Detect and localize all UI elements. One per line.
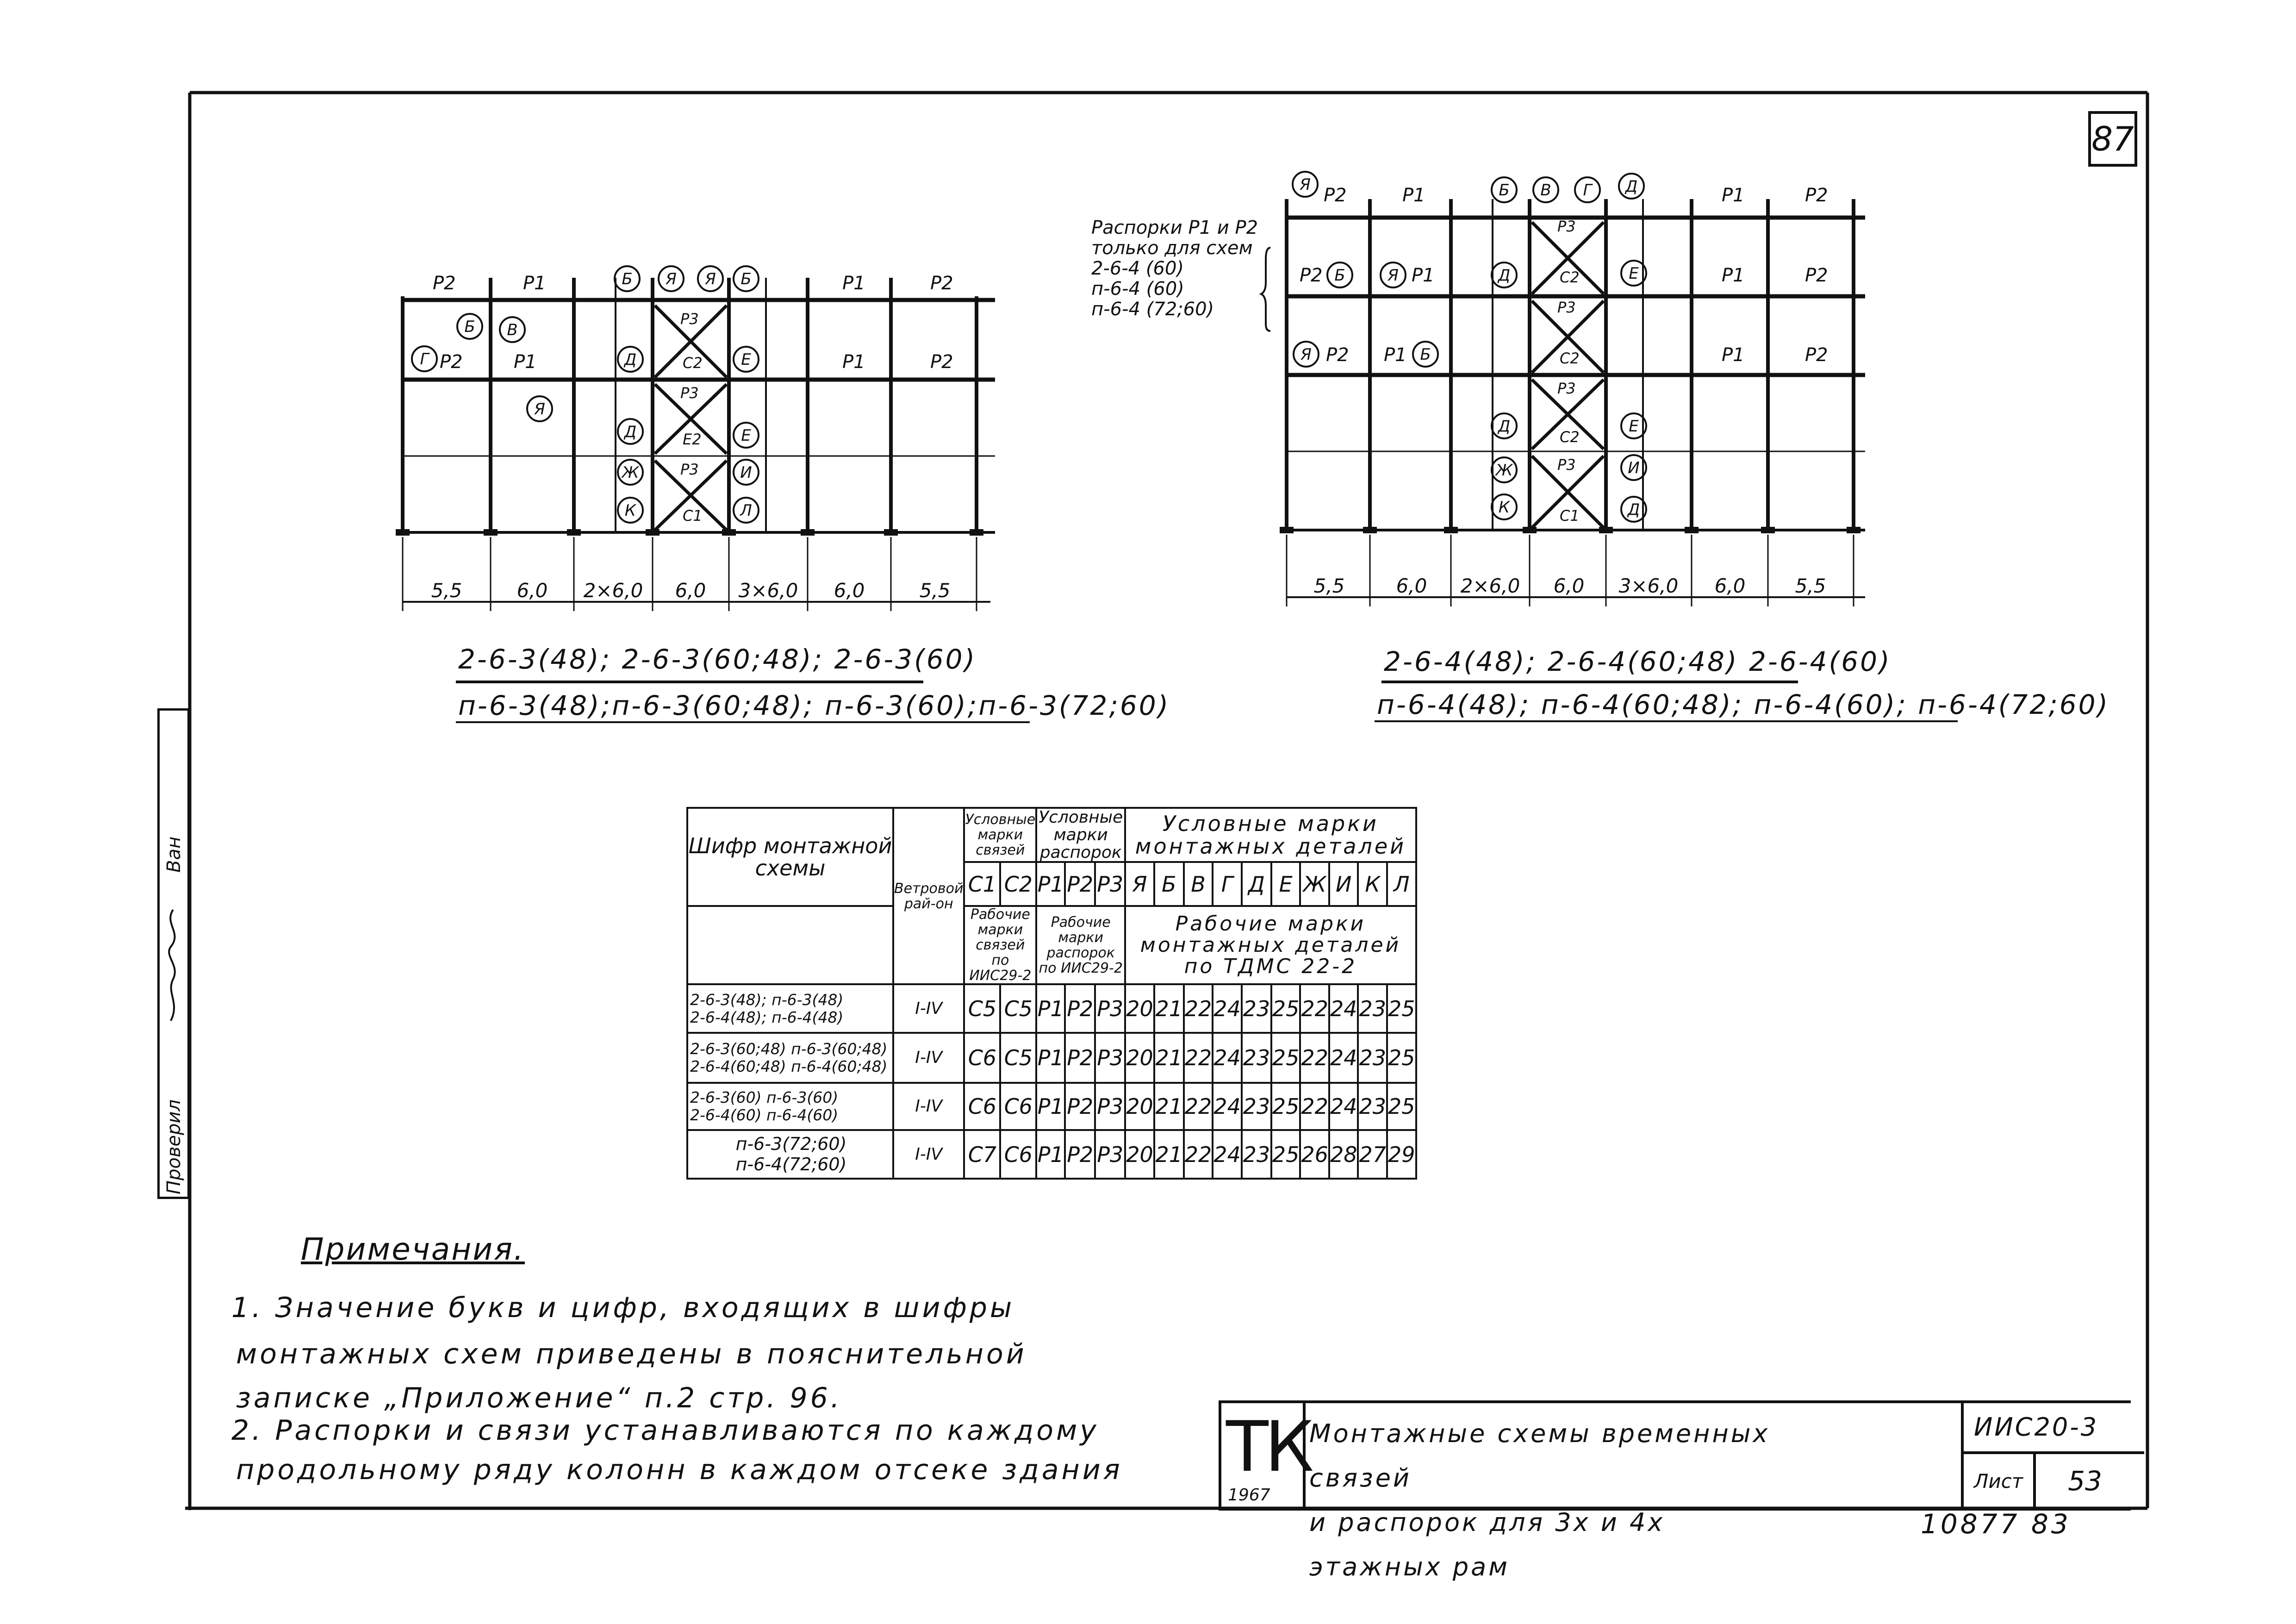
right-brace-label: P3 [1557,380,1576,397]
right-brace-label: P3 [1557,218,1576,235]
sheet-corner-number: 87 [2088,111,2137,167]
col-header: Л [1387,862,1416,906]
right-circle-label: Я [1388,266,1399,285]
left-brace-label: C1 [683,507,703,525]
notes-title: Примечания. [301,1231,525,1267]
cell: 23 [1242,984,1271,1033]
right-top-label: P2 [1805,185,1828,206]
left-circle-label: В [507,321,518,339]
note-line: записке „Приложение“ п.2 стр. 96. [236,1382,842,1414]
right-circle-label: Ж [1495,461,1513,480]
cell: 25 [1271,1083,1300,1130]
bottom-numbers: 10877 83 [1921,1508,2071,1540]
cell: 23 [1242,1130,1271,1179]
right-brace-label: P3 [1557,456,1576,474]
cell: 23 [1358,1083,1387,1130]
cell: 28 [1329,1130,1358,1179]
cell: 23 [1242,1033,1271,1083]
left-row2-label: P1 [514,351,537,373]
right-circle-label: Е [1629,264,1639,283]
right-top-label: P1 [1402,185,1425,206]
right-brace-label: C1 [1560,507,1580,525]
right-circle-label: Я [1300,175,1311,194]
note-line: 2. Распорки и связи устанавливаются по каждому [231,1414,1099,1447]
cell: P2 [1065,984,1095,1033]
col-header: К [1358,862,1387,906]
cell: 21 [1154,1033,1184,1083]
right-row3-label: P2 [1326,344,1349,366]
right-brace-label: C2 [1560,350,1580,367]
spec-table [686,807,1417,1180]
left-circle-label: Б [740,270,752,288]
right-brace-label: P3 [1557,299,1576,316]
cell: 24 [1329,1083,1358,1130]
right-circle-label: Д [1498,266,1511,285]
right-circle-label: К [1498,498,1510,517]
cell: C6 [1000,1130,1036,1179]
cell: P2 [1065,1130,1095,1179]
checker-name: Ван [163,836,185,873]
cell: C6 [964,1083,1000,1130]
cell: P1 [1036,1130,1065,1179]
header-work-ties: Рабочие марки связей по ИИС29-2 [964,906,1036,984]
left-top-label: P1 [523,273,546,294]
cell: 20 [1125,1130,1154,1179]
cell: 23 [1358,1033,1387,1083]
right-top-label: P1 [1722,185,1745,206]
table-row [687,1083,1416,1130]
cell: 22 [1184,984,1213,1033]
cell: 22 [1184,1130,1213,1179]
left-circle-label: Я [534,400,545,418]
right-dimension: 3×6,0 [1618,575,1679,597]
header-ties: Условные марки связей [964,808,1036,862]
cell: 26 [1300,1130,1329,1179]
note-line: 1. Значение букв и цифр, входящих в шифры [231,1292,1015,1324]
row-code: п-6-3(72;60) п-6-4(72;60) [687,1130,893,1179]
right-caption-rule-2 [1375,720,1958,722]
left-top-label: P2 [433,273,456,294]
sheet-label: Лист [1964,1454,2036,1508]
left-circle-label: Л [740,501,752,520]
drawing-code: ИИС20-3 [1964,1403,2144,1454]
right-brace-label: C2 [1560,269,1580,286]
left-dimension: 5,5 [919,579,951,602]
row-wind: I-IV [893,1130,964,1179]
left-dimension: 2×6,0 [583,579,643,602]
sheet-value: 53 [2068,1465,2102,1497]
cell: P1 [1036,1033,1065,1083]
cell: 22 [1184,1083,1213,1130]
cell: P1 [1036,984,1065,1033]
left-brace-label: E2 [683,431,702,448]
cell: 23 [1358,984,1387,1033]
right-scheme-caption-1: 2-6-4(48); 2-6-4(60;48) 2-6-4(60) [1384,646,1892,677]
right-circle-label: В [1540,181,1551,200]
right-circle-label: Б [1334,266,1345,285]
left-dimension: 6,0 [516,579,548,602]
left-circle-label: Е [741,350,751,369]
header-scheme: Шифр монтажной схемы [687,808,893,906]
cell: C6 [964,1033,1000,1083]
right-scheme-note: Распорки Р1 и Р2 только для схем 2-6-4 (60) п-6-4 (60) п-6-4 (72;60) [1091,217,1258,320]
right-dimension: 6,0 [1553,575,1585,597]
cell: 25 [1387,984,1416,1033]
right-dimension: 5,5 [1313,575,1345,597]
right-top-label: P2 [1324,185,1347,206]
left-brace-label: P3 [680,384,699,402]
left-row2-label: P2 [930,351,953,373]
cell: 25 [1271,1033,1300,1083]
left-circle-label: Г [420,350,429,369]
cell: 24 [1329,1033,1358,1083]
row-code: 2-6-3(60;48) п-6-3(60;48) 2-6-4(60;48) п-6-4(60;48) [687,1033,893,1083]
right-row3-label: P2 [1805,344,1828,366]
note-line: монтажных схем приведены в пояснительной [236,1338,1027,1370]
cell: 23 [1242,1083,1271,1130]
right-circle-label: Д [1625,177,1638,196]
table-row [687,1130,1416,1179]
col-header: P1 [1036,862,1065,906]
cell: P3 [1095,1083,1125,1130]
right-circle-label: Г [1583,181,1592,200]
right-circle-label: Д [1627,500,1640,519]
left-dimension: 5,5 [431,579,462,602]
header-work-struts: Рабочие марки распорок по ИИС29-2 [1036,906,1125,984]
row-wind: I-IV [893,984,964,1033]
row-wind: I-IV [893,1033,964,1083]
col-header: C2 [1000,862,1036,906]
checker-signature [162,905,185,1025]
row-wind: I-IV [893,1083,964,1130]
cell: C5 [1000,1033,1036,1083]
col-header: P3 [1095,862,1125,906]
note-line: продольному ряду колонн в каждом отсеке здания [236,1454,1123,1486]
left-circle-label: Б [622,270,633,288]
left-circle-label: Е [741,426,751,445]
right-dimension: 2×6,0 [1460,575,1520,597]
right-circle-label: Б [1499,181,1510,200]
tk-logo [1221,1403,1311,1508]
right-circle-label: Д [1498,417,1511,436]
logo-text: ТК [1226,1407,1311,1487]
right-scheme-caption-2: п-6-4(48); п-6-4(60;48); п-6-4(60); п-6-4(72;60) [1377,689,2110,720]
col-header: Г [1213,862,1242,906]
left-dimension: 3×6,0 [738,579,798,602]
header-parts: Условные марки монтажных деталей [1125,808,1416,862]
right-row2-label: P2 [1300,265,1323,286]
row-code: 2-6-3(48); п-6-3(48) 2-6-4(48); п-6-4(48) [687,984,893,1033]
cell: 22 [1300,1033,1329,1083]
cell: 20 [1125,984,1154,1033]
right-circle-label: Я [1300,345,1312,364]
header-struts: Условные марки распорок [1036,808,1125,862]
cell: 24 [1213,1130,1242,1179]
right-row3-label: P1 [1722,344,1745,366]
col-header: Д [1242,862,1271,906]
col-header: P2 [1065,862,1095,906]
cell: 25 [1387,1083,1416,1130]
left-brace-label: C2 [683,354,703,372]
cell: 25 [1387,1033,1416,1083]
cell: 25 [1271,984,1300,1033]
header-scheme-blank [687,906,893,984]
cell: P2 [1065,1083,1095,1130]
cell: P1 [1036,1083,1065,1130]
header-work-parts: Рабочие марки монтажных деталей по ТДМС 22-2 [1125,906,1416,984]
right-row3-label: P1 [1384,344,1407,366]
title-block-right [1961,1403,2134,1508]
right-dimension: 6,0 [1714,575,1746,597]
left-row2-label: P1 [842,351,865,373]
cell: 21 [1154,984,1184,1033]
cell: 20 [1125,1083,1154,1130]
cell: 27 [1358,1130,1387,1179]
cell: 25 [1271,1130,1300,1179]
checked-label: Проверил [163,1099,185,1194]
left-dimension: 6,0 [675,579,706,602]
col-header: C1 [964,862,1000,906]
left-brace-label: P3 [680,310,699,328]
col-header: В [1184,862,1213,906]
left-dimension: 6,0 [834,579,865,602]
row-code: 2-6-3(60) п-6-3(60) 2-6-4(60) п-6-4(60) [687,1083,893,1130]
left-scheme-caption-1: 2-6-3(48); 2-6-3(60;48); 2-6-3(60) [458,643,977,675]
left-circle-label: Б [464,318,475,336]
left-scheme-caption-2: п-6-3(48);п-6-3(60;48); п-6-3(60);п-6-3(72;60) [458,690,1170,721]
logo-year: 1967 [1228,1486,1270,1505]
cell: P3 [1095,1033,1125,1083]
cell: P3 [1095,984,1125,1033]
left-circle-label: Я [705,270,716,288]
cell: C5 [964,984,1000,1033]
right-circle-label: Б [1420,345,1431,364]
left-circle-label: К [624,501,636,520]
left-circle-label: И [740,463,752,482]
col-header: Е [1271,862,1300,906]
table-row [687,1033,1416,1083]
cell: C5 [1000,984,1036,1033]
cell: C6 [1000,1083,1036,1130]
cell: P2 [1065,1033,1095,1083]
left-top-label: P1 [842,273,865,294]
col-header: Б [1154,862,1184,906]
cell: 24 [1213,984,1242,1033]
right-row2-label: P1 [1722,265,1745,286]
left-circle-label: Д [624,423,637,441]
right-circle-label: Е [1629,417,1639,436]
col-header: Ж [1300,862,1329,906]
cell: 21 [1154,1083,1184,1130]
col-header: И [1329,862,1358,906]
left-circle-label: Д [624,350,637,369]
right-row2-label: P2 [1805,265,1828,286]
left-circle-label: Ж [622,463,639,482]
right-caption-rule [1381,681,1798,683]
left-brace-label: P3 [680,461,699,478]
cell: 24 [1213,1083,1242,1130]
right-row2-label: P1 [1412,265,1435,286]
col-header: Я [1125,862,1154,906]
cell: C7 [964,1130,1000,1179]
cell: 22 [1300,984,1329,1033]
side-stamp [157,708,190,1199]
cell: 21 [1154,1130,1184,1179]
cell: 29 [1387,1130,1416,1179]
right-circle-label: И [1628,459,1640,477]
cell: 20 [1125,1033,1154,1083]
right-brace-label: C2 [1560,428,1580,446]
cell: 24 [1213,1033,1242,1083]
header-wind: Ветровой рай-он [893,808,964,984]
drawing-title: Монтажные схемы временных связей и распорок для 3х и 4х этажных рам [1309,1419,1770,1581]
cell: 22 [1300,1083,1329,1130]
table-row [687,984,1416,1033]
right-dimension: 6,0 [1396,575,1427,597]
left-row2-label: P2 [440,351,463,373]
cell: P3 [1095,1130,1125,1179]
cell: 24 [1329,984,1358,1033]
cell: 22 [1184,1033,1213,1083]
left-top-label: P2 [930,273,953,294]
right-dimension: 5,5 [1795,575,1826,597]
left-circle-label: Я [666,270,677,288]
